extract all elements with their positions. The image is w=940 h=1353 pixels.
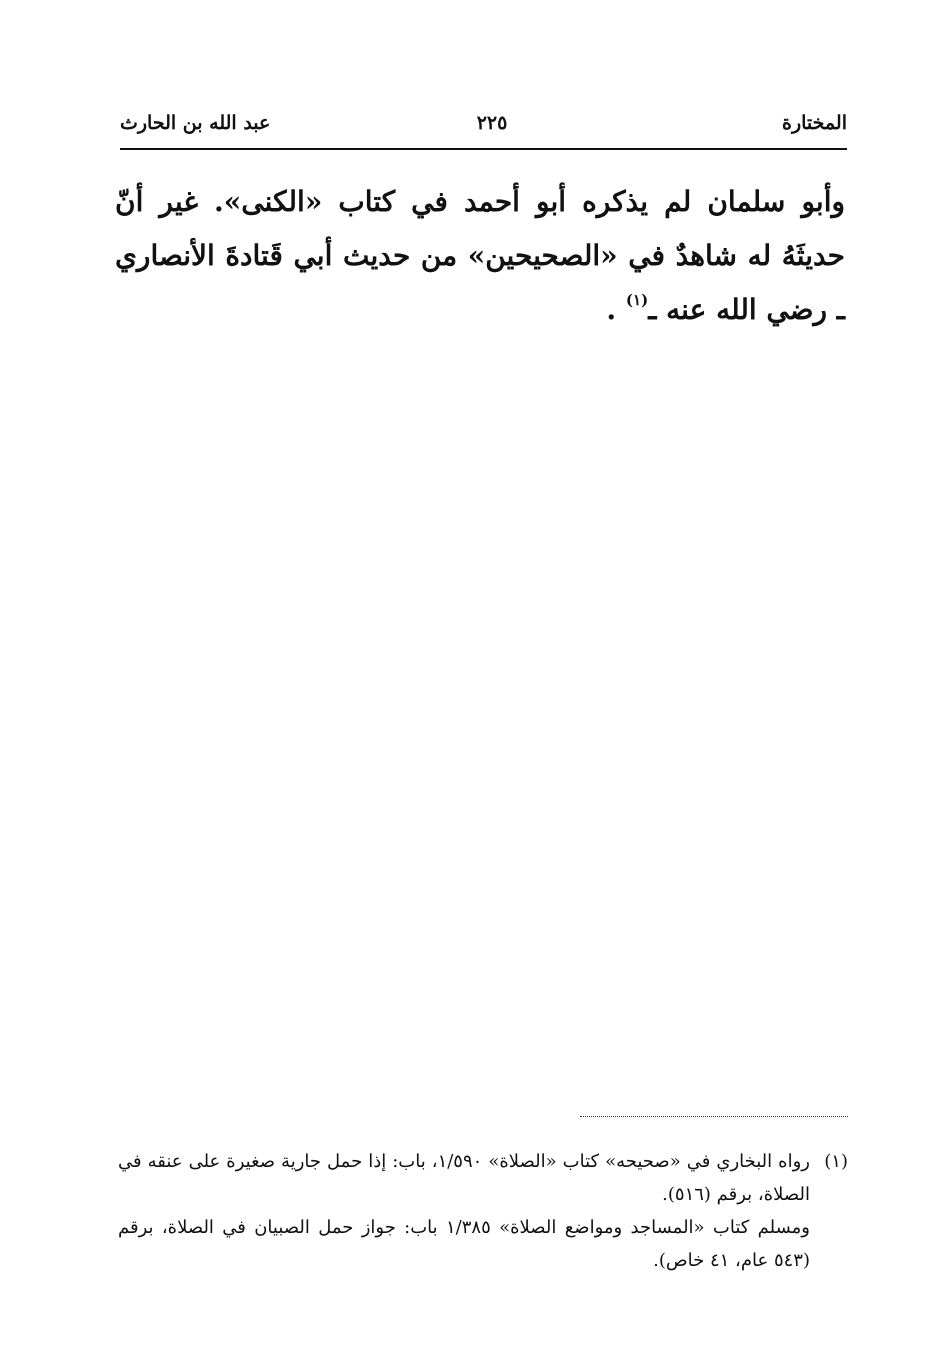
footnote-entry bbox=[118, 1145, 848, 1277]
paragraph-text: وأبو سلمان لم يذكره أبو أحمد في كتاب «الكنى». غير أنّ حديثَهُ له شاهدٌ في «الصحيحين» من حديث أبي قَتادةَ الأنصاري ـ رضي الله عنه ـ bbox=[115, 185, 846, 326]
book-title: المختارة bbox=[782, 112, 847, 134]
page-number: ٢٢٥ bbox=[476, 112, 508, 134]
footnote-marker: (١) bbox=[824, 1151, 848, 1172]
footnote-line: رواه البخاري في «صحيحه» كتاب «الصلاة» ١/٥٩٠، باب: إذا حمل جارية صغيرة على عنقه في الصلاة، برقم (٥١٦). bbox=[118, 1151, 810, 1205]
section-title: عبد الله بن الحارث bbox=[120, 112, 271, 134]
paragraph-end-punct: . bbox=[606, 293, 617, 326]
header-rule bbox=[120, 148, 847, 150]
footnote-separator bbox=[580, 1116, 848, 1117]
footnotes bbox=[118, 1145, 848, 1277]
running-header bbox=[120, 112, 847, 142]
footnote-reference: (١) bbox=[625, 291, 649, 309]
footnote-line: ومسلم كتاب «المساجد ومواضع الصلاة» ١/٣٨٥ باب: جواز حمل الصبيان في الصلاة، برقم (٥٤٣ عام، ٤١ خاص). bbox=[118, 1217, 810, 1271]
main-paragraph bbox=[115, 175, 845, 337]
